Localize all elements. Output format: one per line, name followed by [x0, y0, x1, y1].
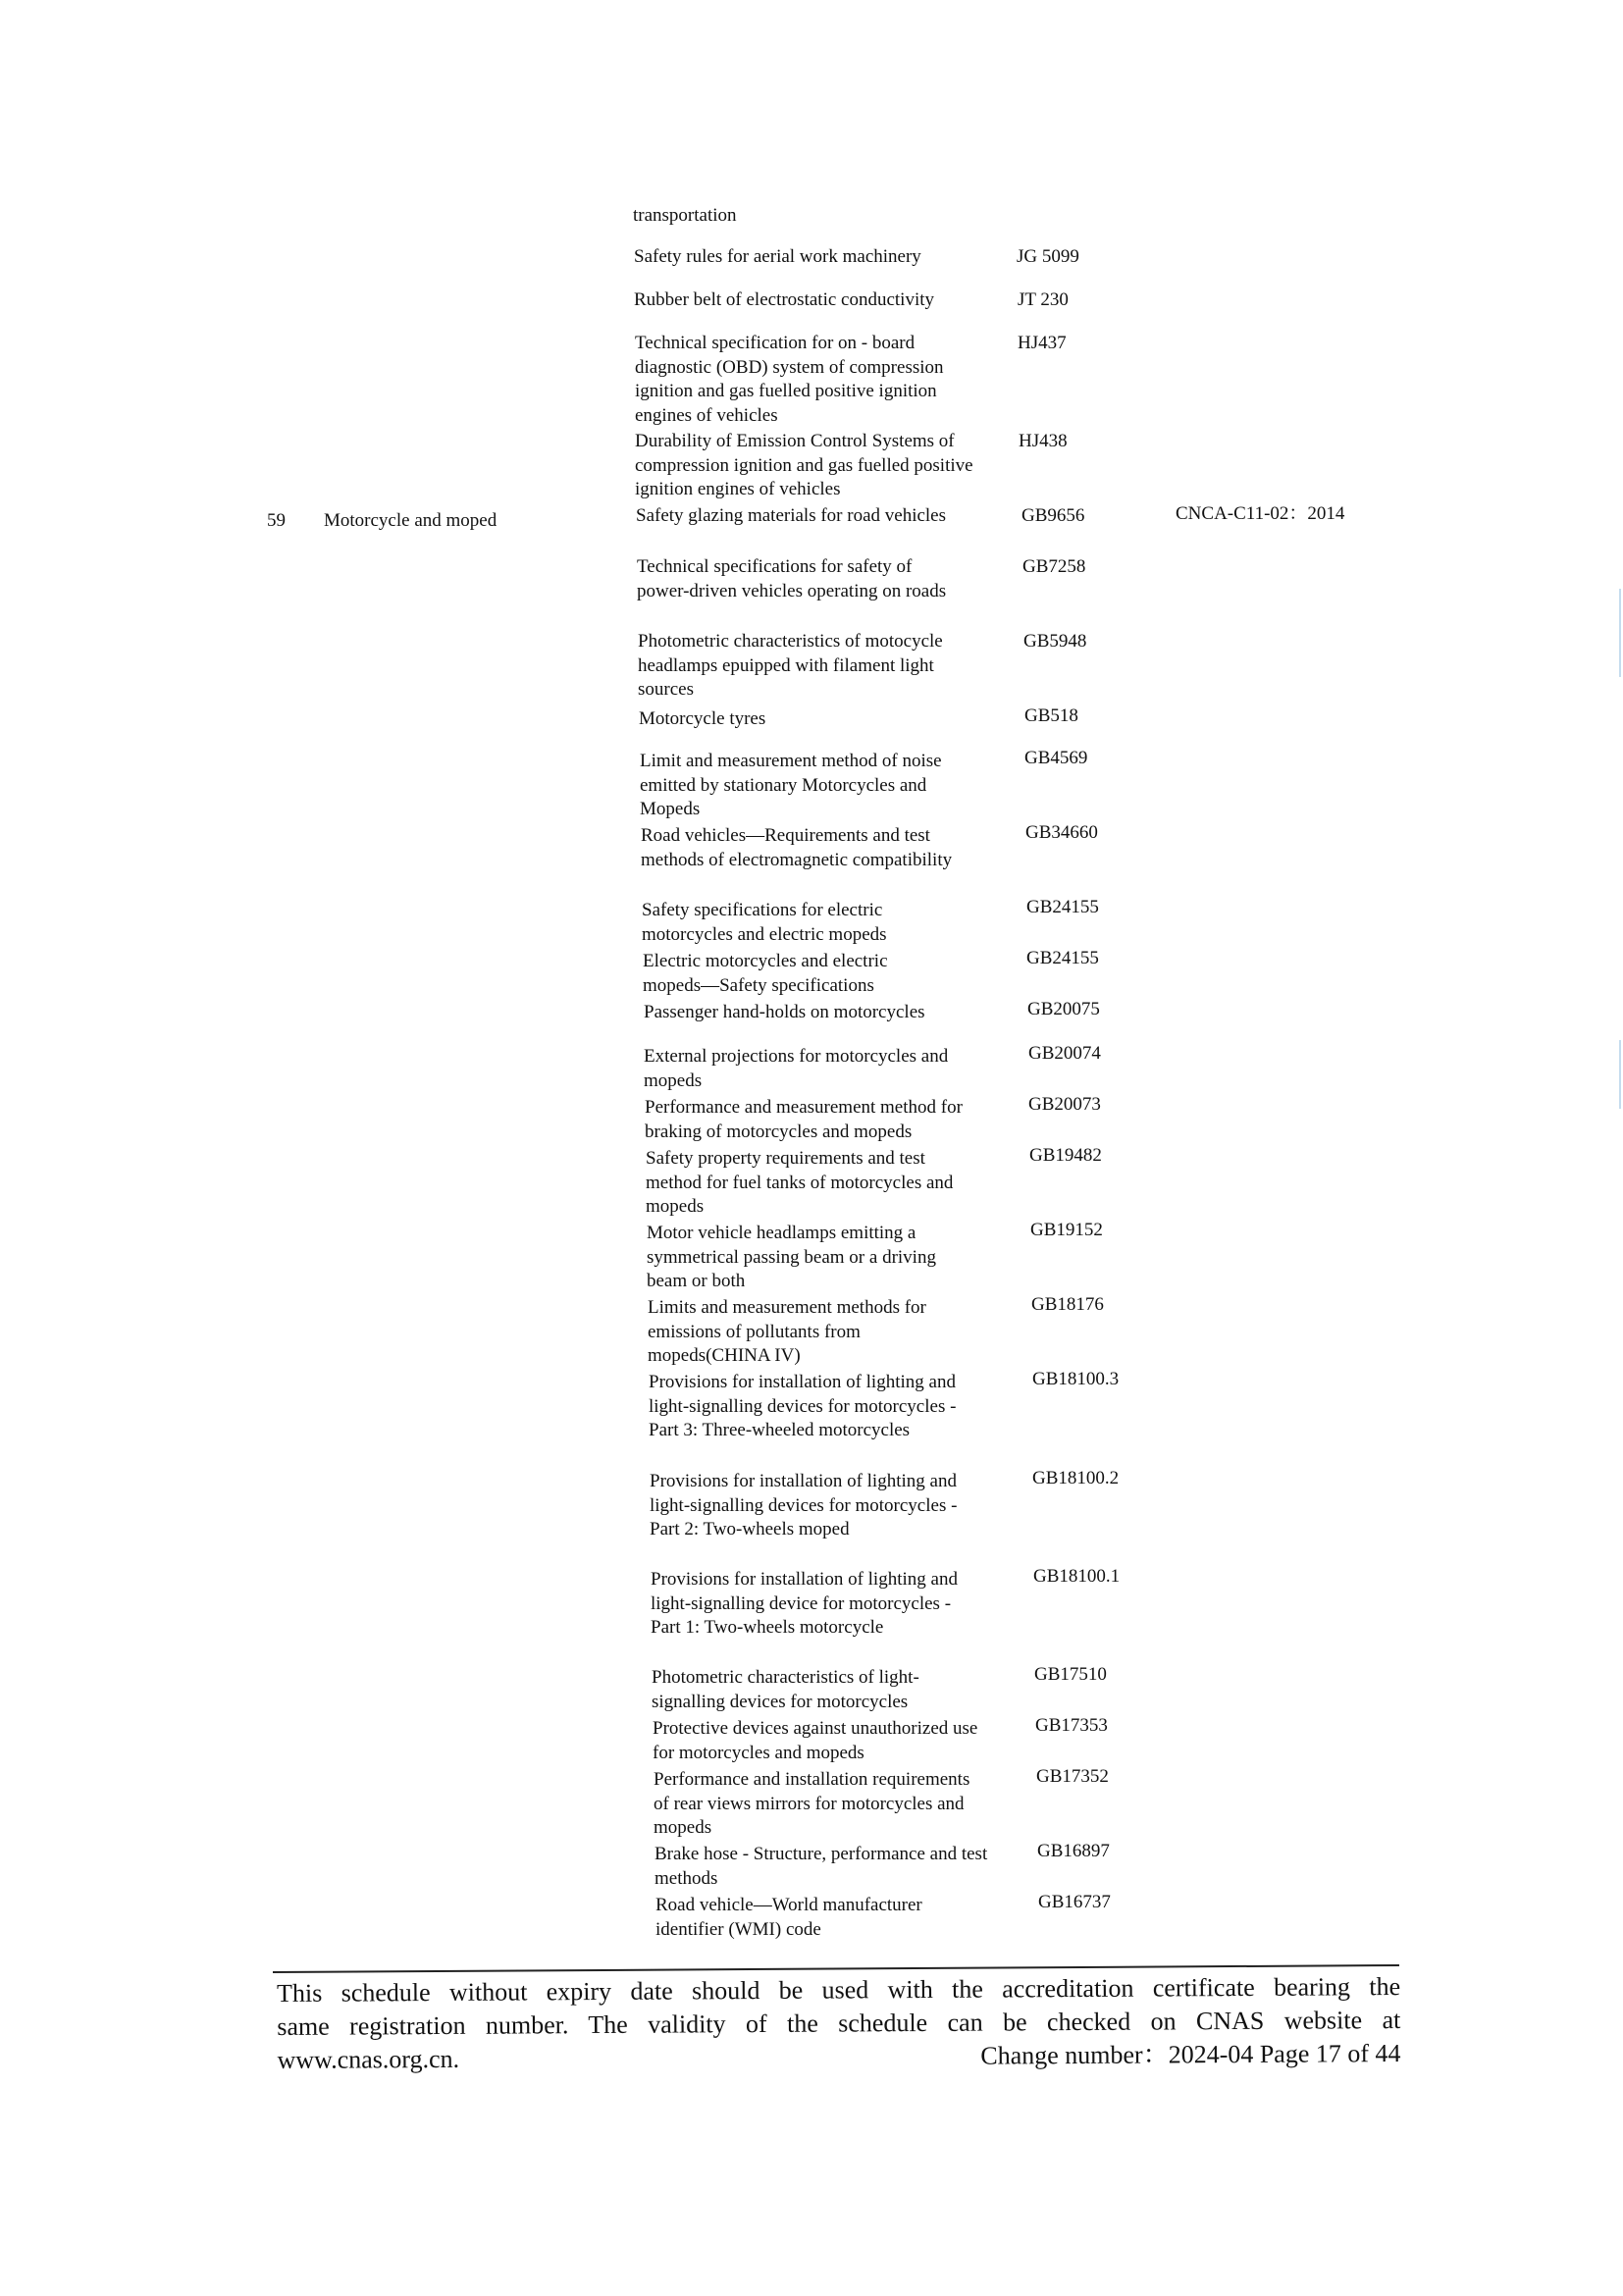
- standard-title: Limit and measurement method of noise emitted by stationary Motorcycles and Mopeds: [640, 751, 942, 819]
- standard-code: GB18100.3: [1032, 1369, 1120, 1389]
- standard-title: Durability of Emission Control Systems of compression ignition and gas fuelled positive ignition engines of vehicles: [635, 431, 973, 499]
- standard-title: Provisions for installation of lighting and light-signalling devices for motorcycles - Part 3: Three-wheeled motorcycles: [649, 1372, 957, 1440]
- standard-code: GB18100.2: [1032, 1468, 1120, 1488]
- standard-code: GB20075: [1027, 999, 1100, 1019]
- standard-title: Passenger hand-holds on motorcycles: [644, 1002, 925, 1022]
- standard-title: Photometric characteristics of motocycle headlamps epuipped with filament light sources: [638, 631, 943, 700]
- standard-title: Technical specification for on - board diagnostic (OBD) system of compression ignition and gas fuelled positive ignition engines of vehicles: [635, 333, 944, 426]
- standard-title: Photometric characteristics of light-signalling devices for motorcycles: [652, 1667, 919, 1712]
- standard-code: GB5948: [1023, 631, 1087, 652]
- standard-title: Motor vehicle headlamps emitting a symmetrical passing beam or a driving beam or both: [647, 1223, 936, 1291]
- standard-title: Electric motorcycles and electric mopeds—Safety specifications: [643, 951, 888, 996]
- standard-code: GB24155: [1026, 897, 1099, 917]
- implementation-rule: CNCA-C11-02：2014: [1176, 503, 1345, 524]
- standard-code: GB20074: [1028, 1043, 1101, 1064]
- standard-title: Rubber belt of electrostatic conductivity: [634, 289, 935, 310]
- standard-code: GB4569: [1024, 748, 1088, 768]
- standard-title: Safety rules for aerial work machinery: [634, 246, 921, 267]
- item-number: 59: [267, 510, 286, 531]
- product-name: Motorcycle and moped: [324, 510, 497, 531]
- standard-code: GB16897: [1037, 1841, 1110, 1861]
- standard-title: Brake hose - Structure, performance and test methods: [654, 1844, 988, 1889]
- standard-title: Safety property requirements and test method for fuel tanks of motorcycles and mopeds: [646, 1148, 954, 1217]
- standard-code: GB34660: [1025, 822, 1098, 843]
- standard-code: GB17353: [1035, 1715, 1108, 1736]
- standard-code: JT 230: [1018, 289, 1069, 310]
- standard-code: GB24155: [1026, 948, 1099, 968]
- standard-code: GB518: [1024, 705, 1078, 726]
- footer-line-2: same registration number. The validity of the schedule can be checked on CNAS website at: [277, 2006, 1401, 2041]
- scan-edge-mark: [1619, 589, 1621, 677]
- footer-line-3: [277, 2037, 1400, 2077]
- standard-title: Safety specifications for electric motorcycles and electric mopeds: [642, 900, 887, 945]
- standard-title: Provisions for installation of lighting and light-signalling device for motorcycles - Part 1: Two-wheels motorcycle: [651, 1569, 958, 1638]
- footer-line-1: This schedule without expiry date should be used with the accreditation certificate bearing the: [277, 1972, 1401, 2008]
- standard-title: Protective devices against unauthorized use for motorcycles and mopeds: [653, 1718, 978, 1763]
- standard-code: HJ437: [1018, 333, 1067, 353]
- standard-title: External projections for motorcycles and mopeds: [644, 1046, 949, 1091]
- standard-title: Technical specifications for safety of power-driven vehicles operating on roads: [637, 556, 947, 601]
- continued-text: transportation: [633, 205, 737, 226]
- standard-title: Performance and installation requirements of rear views mirrors for motorcycles and mopeds: [654, 1769, 970, 1838]
- standard-code: GB17352: [1036, 1766, 1109, 1787]
- standard-title: Motorcycle tyres: [639, 708, 766, 729]
- standard-title: Safety glazing materials for road vehicles: [636, 505, 947, 526]
- standard-code: GB19482: [1029, 1145, 1102, 1166]
- standard-title: Provisions for installation of lighting and light-signalling devices for motorcycles - Part 2: Two-wheels moped: [650, 1471, 958, 1539]
- change-number: Change number：2024-04 Page 17 of 44: [980, 2039, 1401, 2070]
- standard-code: GB20073: [1028, 1094, 1101, 1115]
- standard-title: Limits and measurement methods for emissions of pollutants from mopeds(CHINA IV): [648, 1297, 926, 1366]
- standard-code: GB17510: [1034, 1664, 1107, 1685]
- cnas-website-link[interactable]: www.cnas.org.cn.: [277, 2044, 460, 2074]
- standard-title: Performance and measurement method for braking of motorcycles and mopeds: [645, 1097, 963, 1142]
- standard-code: GB19152: [1030, 1220, 1103, 1240]
- standard-code: HJ438: [1019, 431, 1068, 451]
- standard-title: Road vehicle—World manufacturer identifier (WMI) code: [655, 1895, 922, 1940]
- standard-code: GB16737: [1038, 1892, 1111, 1912]
- standard-code: JG 5099: [1017, 246, 1079, 267]
- scan-edge-mark: [1619, 1040, 1621, 1109]
- standard-title: Road vehicles—Requirements and test methods of electromagnetic compatibility: [641, 825, 953, 870]
- footer-note: [277, 1970, 1401, 2077]
- standard-code: GB18176: [1031, 1294, 1104, 1315]
- standard-code: GB18100.1: [1033, 1566, 1121, 1587]
- standard-code: GB7258: [1022, 556, 1086, 577]
- standard-code: GB9656: [1021, 505, 1085, 526]
